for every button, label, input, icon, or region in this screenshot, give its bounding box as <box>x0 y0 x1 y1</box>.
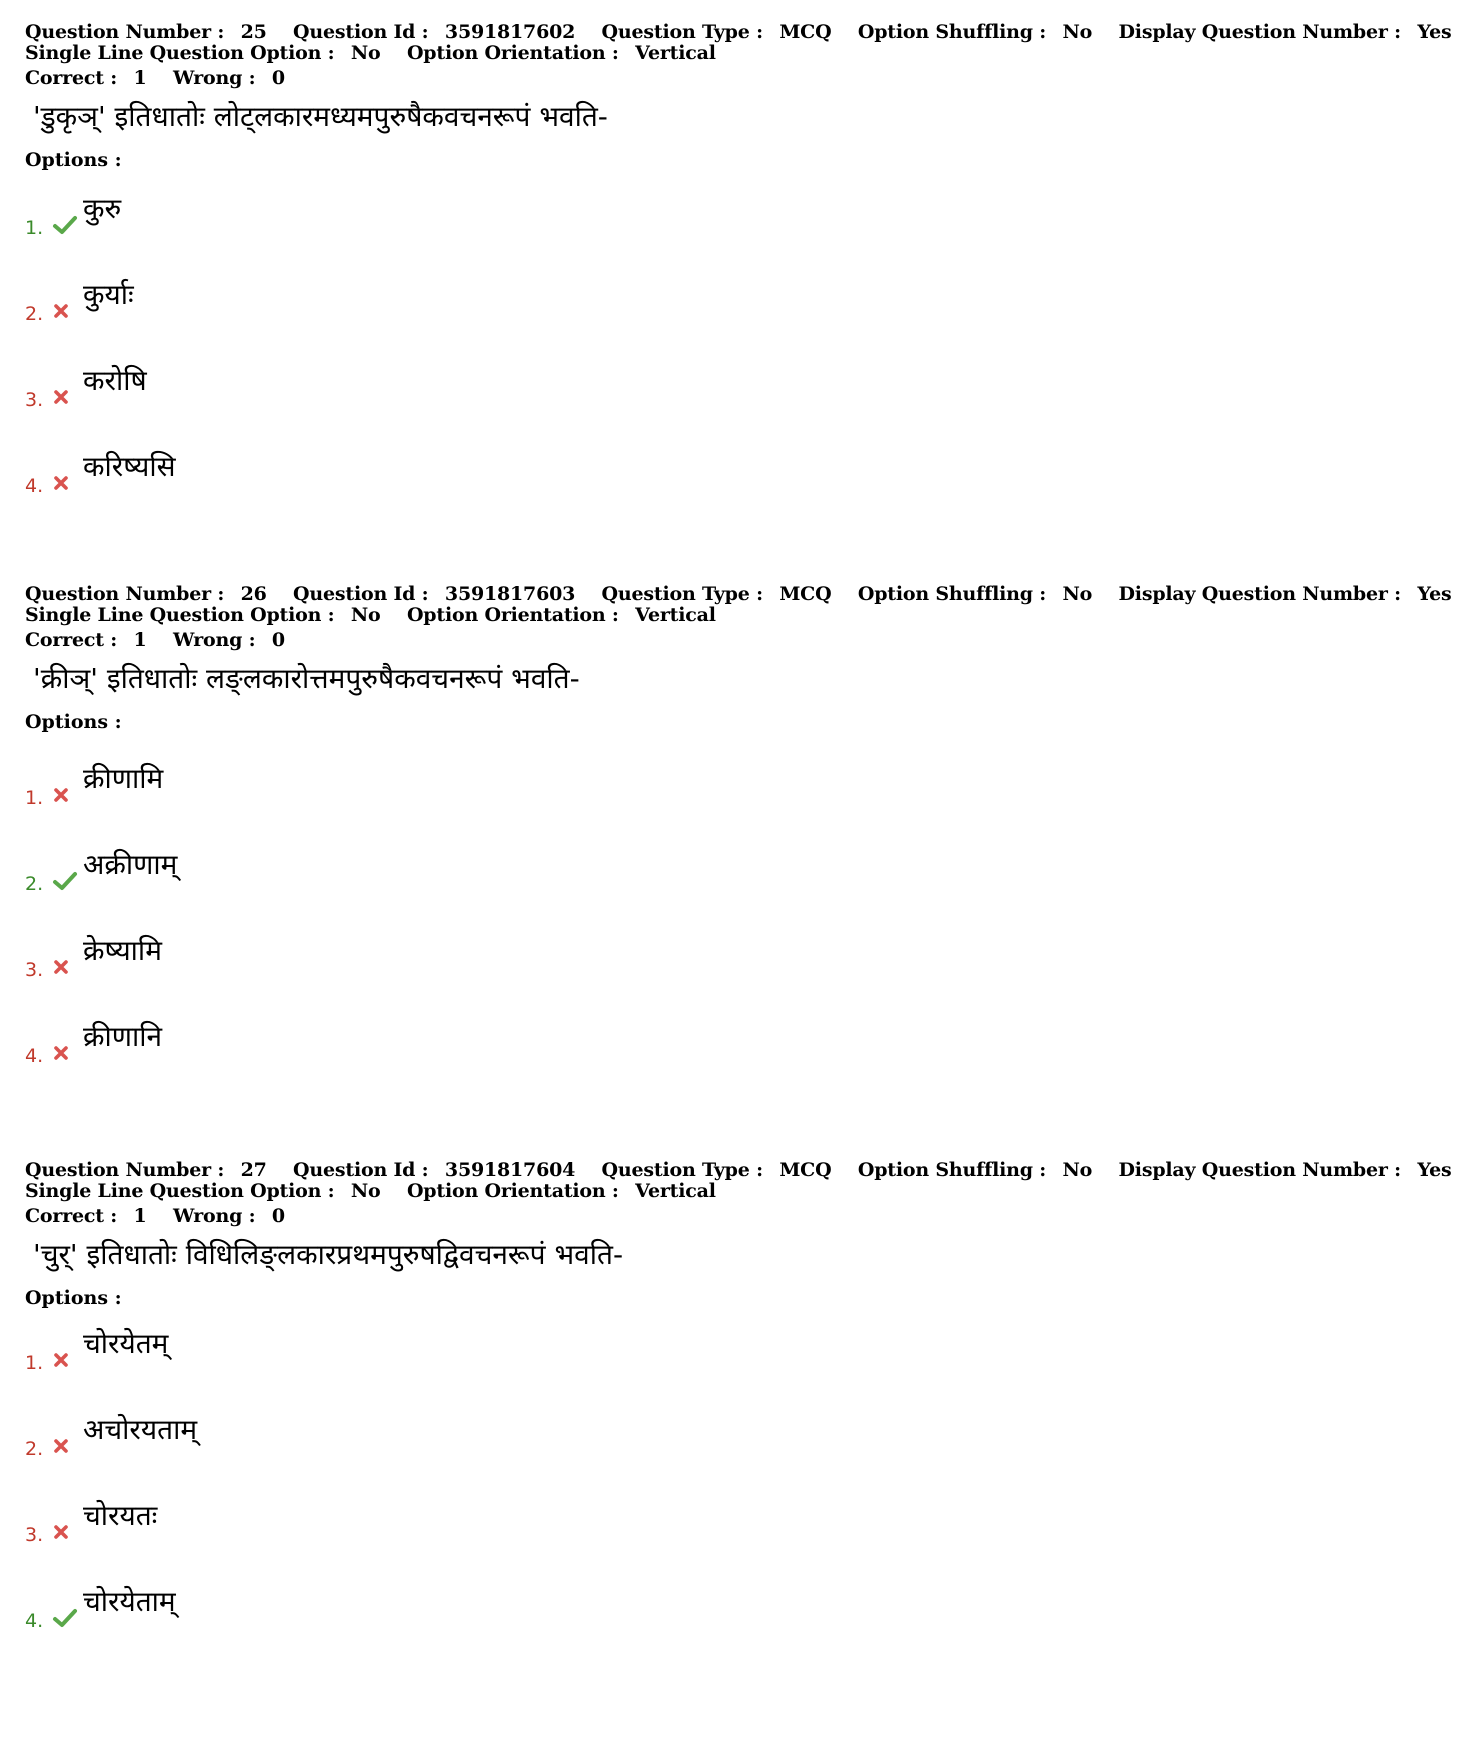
option-text: करिष्यसि <box>83 450 176 483</box>
options-label: Options : <box>25 711 122 733</box>
question-block <box>25 1159 1452 1309</box>
question-meta-line-2: Single Line Question Option : No Option Orientation : Vertical <box>25 604 716 626</box>
cross-icon <box>53 1520 83 1544</box>
check-icon <box>53 869 83 893</box>
cross-icon <box>53 783 83 807</box>
cross-icon <box>53 299 83 323</box>
question-text: 'चुर्' इतिधातोः विधिलिङ्लकारप्रथमपुरुषद्विवचनरूपं भवति- <box>33 1238 624 1271</box>
question-meta-line-1: Question Number : 27 Question Id : 3591817604 Question Type : MCQ Option Shuffling : No Display Question Number : Yes <box>25 1159 1452 1181</box>
cross-icon <box>53 1348 83 1372</box>
question-block <box>25 21 1452 171</box>
check-icon <box>53 1606 83 1630</box>
marking-scheme: Correct : 1 Wrong : 0 <box>25 1205 285 1227</box>
question-meta-line-2: Single Line Question Option : No Option Orientation : Vertical <box>25 42 716 64</box>
question-block <box>25 583 1452 733</box>
cross-icon <box>53 471 83 495</box>
option-item <box>25 1020 163 1067</box>
cross-icon <box>53 1041 83 1065</box>
option-text: चोरयेतम् <box>83 1327 169 1360</box>
option-number: 1. <box>25 787 44 809</box>
option-item <box>25 278 134 325</box>
option-item <box>25 934 162 981</box>
check-icon <box>53 213 83 237</box>
option-text: चोरयेताम् <box>83 1585 176 1618</box>
cross-icon <box>53 385 83 409</box>
option-text: चोरयतः <box>83 1499 158 1532</box>
question-text: 'डुकृञ्' इतिधातोः लोट्लकारमध्यमपुरुषैकवचनरूपं भवति- <box>33 100 608 133</box>
options-label: Options : <box>25 149 122 171</box>
question-meta-line-1: Question Number : 25 Question Id : 3591817602 Question Type : MCQ Option Shuffling : No Display Question Number : Yes <box>25 21 1452 43</box>
option-text: क्रीणानि <box>83 1020 163 1053</box>
option-number: 2. <box>25 303 44 325</box>
option-text: कुरु <box>83 192 122 225</box>
option-item <box>25 762 164 809</box>
options-label: Options : <box>25 1287 122 1309</box>
option-item <box>25 1413 198 1460</box>
marking-scheme: Correct : 1 Wrong : 0 <box>25 67 285 89</box>
marking-scheme: Correct : 1 Wrong : 0 <box>25 629 285 651</box>
option-item <box>25 192 122 239</box>
option-item <box>25 364 147 411</box>
option-text: करोषि <box>83 364 147 397</box>
option-number: 3. <box>25 389 44 411</box>
question-meta-line-1: Question Number : 26 Question Id : 3591817603 Question Type : MCQ Option Shuffling : No Display Question Number : Yes <box>25 583 1452 605</box>
option-number: 2. <box>25 1438 44 1460</box>
option-number: 1. <box>25 1352 44 1374</box>
cross-icon <box>53 1434 83 1458</box>
option-text: कुर्याः <box>83 278 134 311</box>
option-text: अचोरयताम् <box>83 1413 198 1446</box>
option-text: क्रेष्यामि <box>83 934 162 967</box>
option-item <box>25 1499 158 1546</box>
option-item <box>25 1327 169 1374</box>
option-item <box>25 450 176 497</box>
option-number: 1. <box>25 217 44 239</box>
option-text: अक्रीणाम् <box>83 848 178 881</box>
option-item <box>25 1585 176 1632</box>
option-number: 3. <box>25 959 44 981</box>
option-item <box>25 848 178 895</box>
question-text: 'क्रीञ्' इतिधातोः लङ्लकारोत्तमपुरुषैकवचनरूपं भवति- <box>33 662 580 695</box>
cross-icon <box>53 955 83 979</box>
option-number: 4. <box>25 1610 44 1632</box>
question-meta-line-2: Single Line Question Option : No Option Orientation : Vertical <box>25 1180 716 1202</box>
option-text: क्रीणामि <box>83 762 164 795</box>
option-number: 4. <box>25 1045 44 1067</box>
option-number: 4. <box>25 475 44 497</box>
option-number: 3. <box>25 1524 44 1546</box>
option-number: 2. <box>25 873 44 895</box>
